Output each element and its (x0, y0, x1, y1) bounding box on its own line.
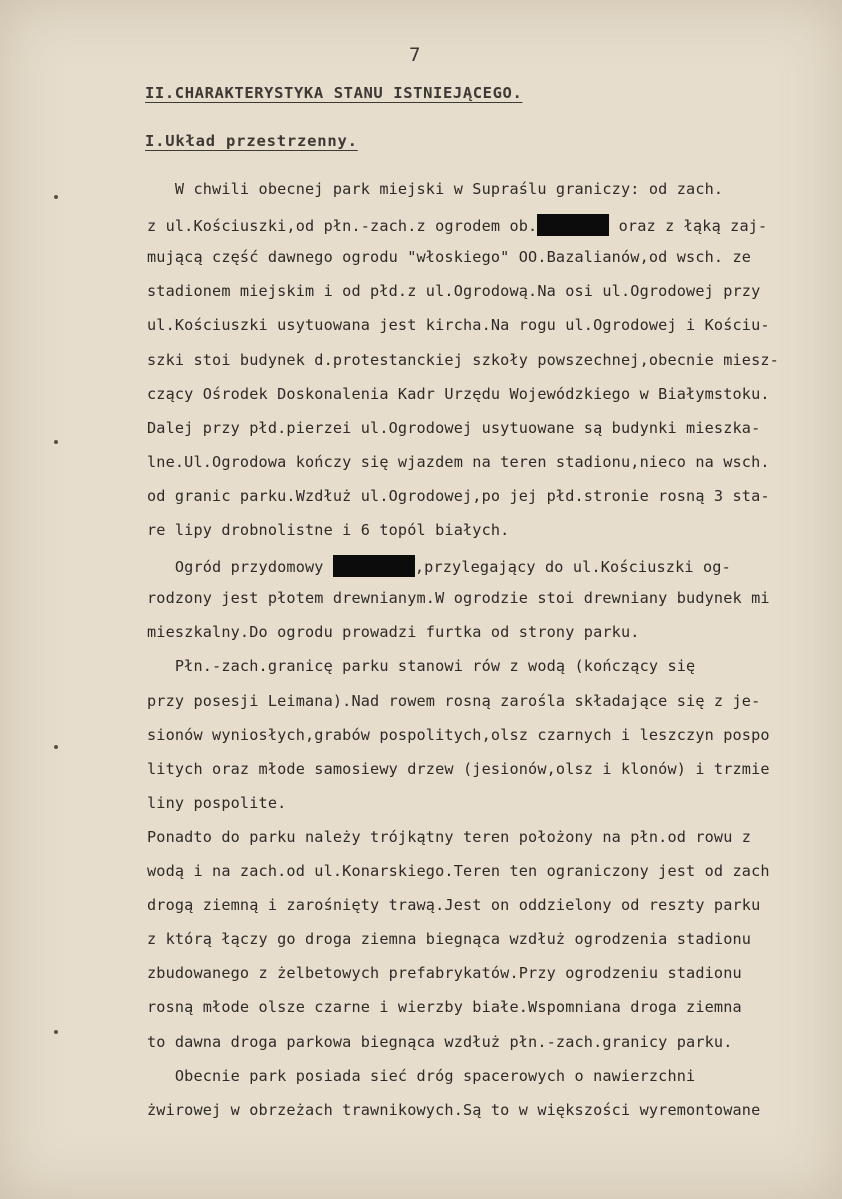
text-line: liny pospolite. (147, 793, 287, 812)
text-line: lne.Ul.Ogrodowa kończy się wjazdem na teren stadionu,nieco na wsch. (147, 452, 770, 471)
text-line: rosną młode olsze czarne i wierzby białe.Wspomniana droga ziemna (147, 998, 742, 1017)
text-line: ul.Kościuszki usytuowana jest kircha.Na rogu ul.Ogrodowej i Kościu- (147, 316, 770, 335)
section-heading: II.CHARAKTERYSTYKA STANU ISTNIEJĄCEGO. (145, 84, 523, 102)
text-line (147, 214, 767, 236)
text-line: mieszkalny.Do ogrodu prowadzi furtka od strony parku. (147, 623, 640, 642)
text-line (147, 555, 731, 577)
text-line: czący Ośrodek Doskonalenia Kadr Urzędu Wojewódzkiego w Białymstoku. (147, 384, 770, 403)
text-line: Dalej przy płd.pierzei ul.Ogrodowej usytuowane są budynki mieszka- (147, 418, 761, 437)
page-number: 7 (409, 44, 421, 66)
text-line: szki stoi budynek d.protestanckiej szkoły powszechnej,obecnie miesz- (147, 350, 779, 369)
text-line: zbudowanego z żelbetowych prefabrykatów.Przy ogrodzeniu stadionu (147, 964, 742, 983)
redaction-box (333, 555, 415, 577)
text-line: litych oraz młode samosiewy drzew (jesionów,olsz i klonów) i trzmie (147, 759, 770, 778)
text-line: przy posesji Leimana).Nad rowem rosną zarośla składające się z je- (147, 691, 761, 710)
line-text: ,przylegający do ul.Kościuszki og- (414, 558, 731, 577)
text-line: stadionem miejskim i od płd.z ul.Ogrodową.Na osi ul.Ogrodowej przy (147, 282, 761, 301)
text-line: od granic parku.Wzdłuż ul.Ogrodowej,po jej płd.stronie rosną 3 sta- (147, 486, 770, 505)
text-line: wodą i na zach.od ul.Konarskiego.Teren ten ograniczony jest od zach (147, 862, 770, 880)
line-text: z ul.Kościuszki,od płn.-zach.z ogrodem ob. (147, 217, 538, 236)
text-line: W chwili obecnej park miejski w Supraślu graniczy: od zach. (147, 180, 724, 198)
subsection-heading: I.Układ przestrzenny. (145, 132, 358, 150)
punch-hole-mark (54, 745, 58, 749)
redaction-box (537, 214, 609, 236)
text-line: re lipy drobnolistne i 6 topól białych. (147, 521, 510, 539)
text-line: Obecnie park posiada sieć dróg spacerowych o nawierzchni (147, 1066, 696, 1085)
punch-hole-mark (54, 440, 58, 444)
text-line: Ponadto do parku należy trójkątny teren położony na płn.od rowu z (147, 827, 752, 846)
text-line: mującą część dawnego ogrodu "włoskiego" OO.Bazalianów,od wsch. ze (147, 248, 752, 267)
line-text: Ogród przydomowy (147, 558, 333, 577)
punch-hole-mark (54, 195, 58, 199)
text-line: sionów wyniosłych,grabów pospolitych,olsz czarnych i leszczyn pospo (147, 725, 770, 744)
text-line: rodzony jest płotem drewnianym.W ogrodzie stoi drewniany budynek mi (147, 589, 770, 608)
line-text: oraz z łąką zaj- (609, 217, 768, 236)
text-line: żwirowej w obrzeżach trawnikowych.Są to w większości wyremontowane (147, 1100, 761, 1119)
text-line: to dawna droga parkowa biegnąca wzdłuż płn.-zach.granicy parku. (147, 1032, 733, 1051)
text-line: z którą łączy go droga ziemna biegnąca wzdłuż ogrodzenia stadionu (147, 930, 752, 949)
text-line: Płn.-zach.granicę parku stanowi rów z wodą (kończący się (147, 657, 696, 676)
text-line: drogą ziemną i zarośnięty trawą.Jest on oddzielony od reszty parku (147, 896, 761, 915)
punch-hole-mark (54, 1030, 58, 1034)
